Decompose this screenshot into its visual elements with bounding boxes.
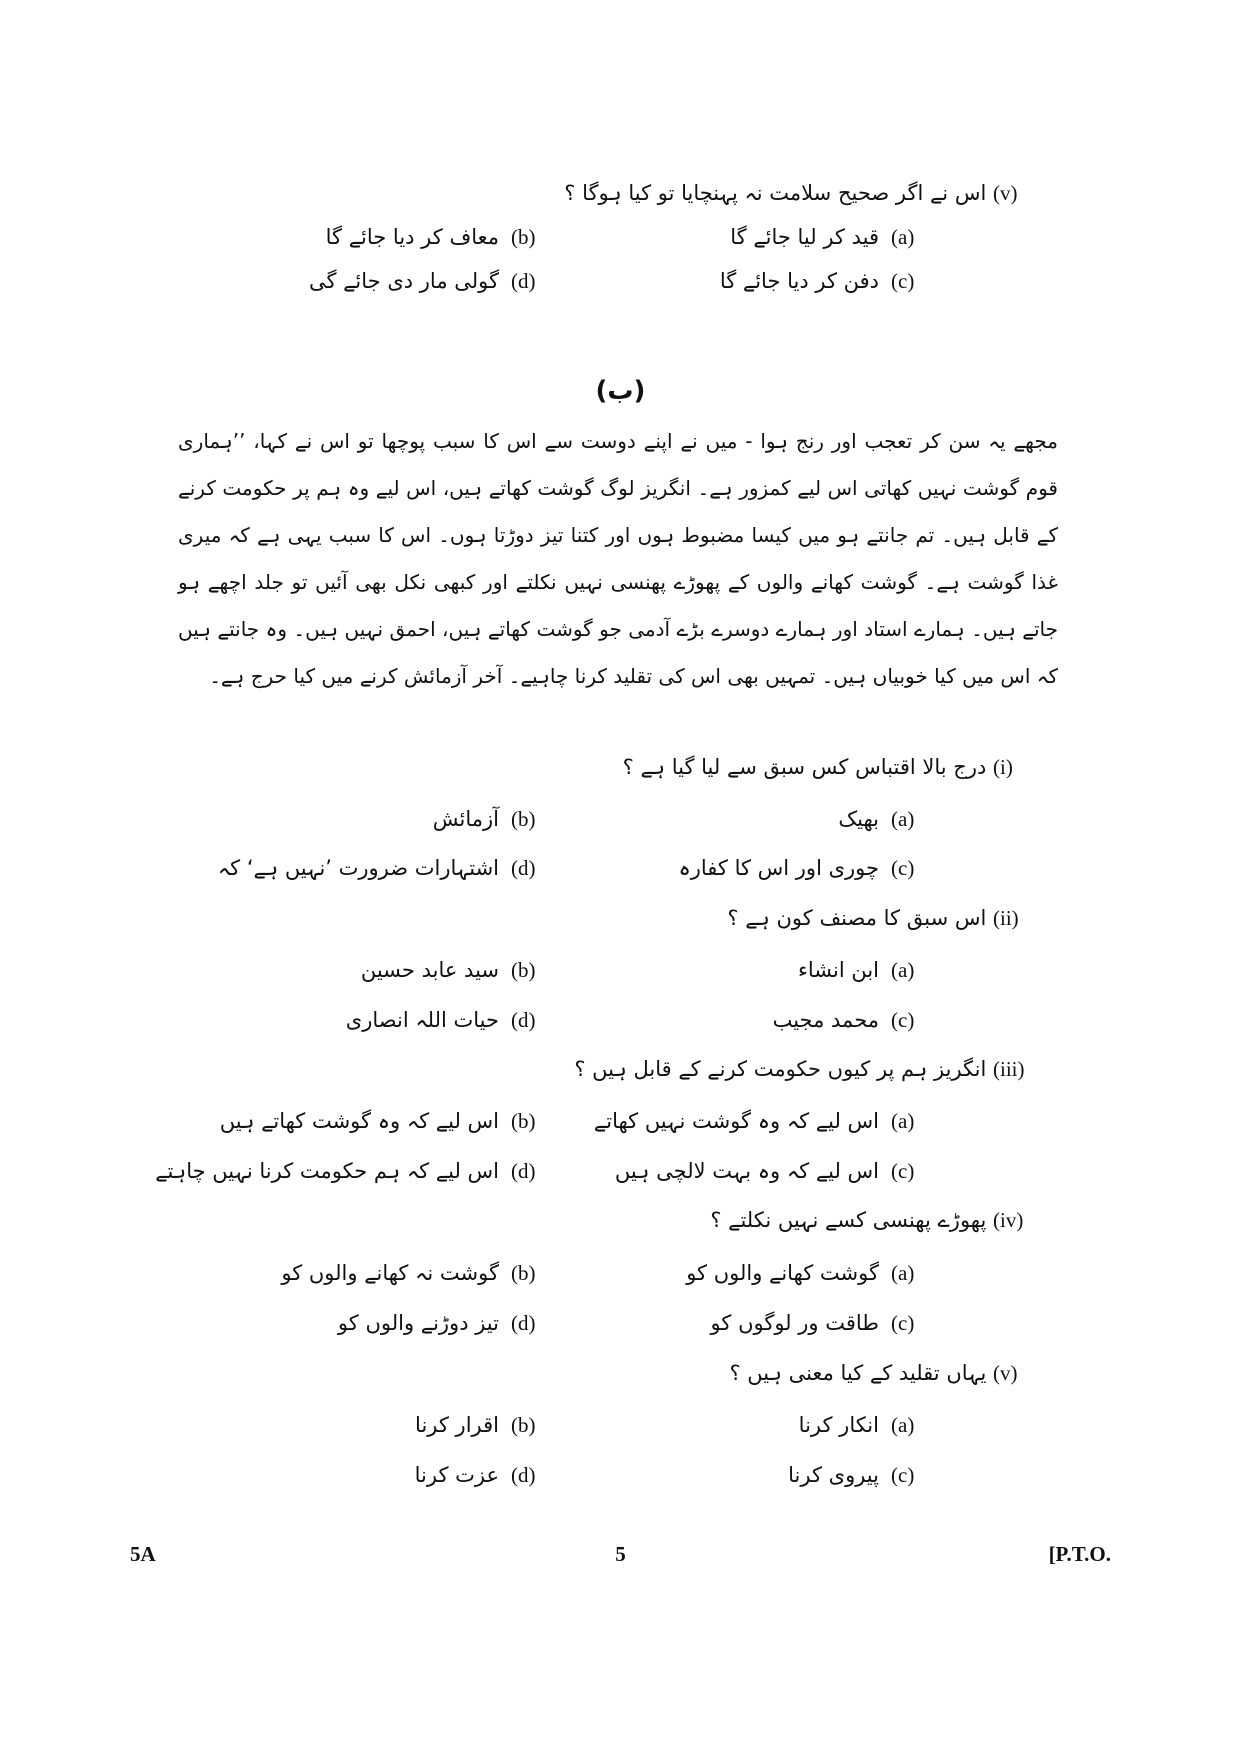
option-label: (d): [511, 1159, 536, 1183]
question-text: درج بالا اقتباس کس سبق سے لیا گیا ہے ؟: [622, 755, 987, 779]
option-text: قید کر لیا جائے گا: [730, 225, 879, 249]
option-text: گوشت نہ کھانے والوں کو: [281, 1261, 499, 1285]
option-text: اشتہارات ضرورت ’نہیں ہے‘ کہ: [217, 856, 499, 880]
q5-option-d: [415, 1460, 561, 1490]
option-text: گوشت کھانے والوں کو: [686, 1261, 879, 1285]
option-label: (b): [511, 1109, 536, 1133]
option-text: پیروی کرنا: [788, 1463, 879, 1487]
option-label: (c): [891, 856, 915, 880]
option-label: (c): [891, 1463, 915, 1487]
question-number: (iii): [993, 1057, 1025, 1081]
option-text: آزمائش: [432, 807, 499, 831]
question-i: [623, 752, 1045, 782]
q4-option-d: [338, 1308, 561, 1338]
option-label: (b): [511, 225, 536, 249]
q1-option-c: [678, 853, 941, 883]
option-label: (c): [891, 1159, 915, 1183]
q3-option-b: [220, 1106, 561, 1136]
question-text: اس نے اگر صحیح سلامت نہ پہنچایا تو کیا ہوگا ؟: [564, 181, 987, 205]
option-text: اس لیے کہ وہ گوشت کھاتے ہیں: [219, 1109, 499, 1133]
option-text: اس لیے کہ وہ بہت لالچی ہیں: [614, 1159, 879, 1183]
footer-pto: [P.T.O.: [1048, 1542, 1111, 1566]
question-number: (v): [993, 1361, 1018, 1385]
option-text: اس لیے کہ ہم حکومت کرنا نہیں چاہتے: [155, 1159, 499, 1183]
option-label: (a): [891, 225, 915, 249]
footer-code: 5A: [130, 1542, 156, 1566]
question-ii: [727, 903, 1045, 933]
option-text: طاقت ور لوگوں کو: [710, 1311, 879, 1335]
page-number: 5: [615, 1542, 626, 1566]
option-text: ابن انشاء: [797, 958, 879, 982]
option-text: چوری اور اس کا کفارہ: [678, 856, 879, 880]
option-text: تیز دوڑنے والوں کو: [337, 1311, 499, 1335]
option-label: (d): [511, 856, 536, 880]
option-label: (a): [891, 807, 915, 831]
q2-option-b: [361, 955, 561, 985]
q1-option-a: [838, 804, 941, 834]
q2-option-d: [346, 1005, 561, 1035]
option-text: سید عابد حسین: [360, 958, 499, 982]
q1-option-d: [218, 853, 561, 883]
option-label: (a): [891, 1261, 915, 1285]
q5-option-c: [788, 1460, 941, 1490]
question-iv: [710, 1205, 1045, 1235]
top-option-b: [326, 222, 561, 252]
question-number: (v): [993, 181, 1018, 205]
question-top-v: [564, 178, 1045, 208]
option-text: انکار کرنا: [798, 1413, 879, 1437]
option-text: معاف کر دیا جائے گا: [325, 225, 499, 249]
option-label: (d): [511, 269, 536, 293]
q5-option-b: [415, 1410, 561, 1440]
q4-option-b: [281, 1258, 561, 1288]
question-iii: [574, 1054, 1045, 1084]
option-text: گولی مار دی جائے گی: [308, 269, 499, 293]
option-label: (a): [891, 1413, 915, 1437]
top-option-d: [309, 266, 561, 296]
passage: مجھے یہ سن کر تعجب اور رنج ہوا - میں نے اپنے دوست سے اس کا سبب پوچھا تو اس نے کہا، ’’ہماری قوم گوشت نہیں کھاتی اس لیے کمزور ہے۔ انگریز لوگ گوشت کھاتے ہیں، اس لیے وہ ہم پر حکومت کرنے کے قابل ہیں۔ تم جانتے ہو میں کیسا مضبوط ہوں اور کتنا تیز دوڑتا ہوں۔ اس کا سبب یہی ہے کہ میری غذا گوشت ہے۔ گوشت کھانے والوں کے پھوڑے پھنسی نہیں نکلتے اور کبھی نکل بھی آئیں تو جلد اچھے ہو جاتے ہیں۔ ہمارے استاد اور ہمارے دوسرے بڑے آدمی جو گوشت کھاتے ہیں، احمق نہیں ہیں۔ وہ جانتے ہیں کہ اس میں کیا خوبیاں ہیں۔ تمہیں بھی اس کی تقلید کرنا چاہیے۔ آخر آزمائش کرنے میں کیا حرج ہے۔: [178, 429, 1058, 688]
option-label: (b): [511, 1413, 536, 1437]
top-option-c: [720, 266, 941, 296]
q3-option-c: [615, 1156, 941, 1186]
option-text: اقرار کرنا: [415, 1413, 499, 1437]
option-label: (d): [511, 1311, 536, 1335]
question-number: (iv): [993, 1208, 1024, 1232]
option-label: (d): [511, 1008, 536, 1032]
option-text: عزت کرنا: [414, 1463, 499, 1487]
q3-option-d: [155, 1156, 561, 1186]
question-v: [729, 1358, 1045, 1388]
q5-option-a: [799, 1410, 941, 1440]
option-label: (b): [511, 1261, 536, 1285]
option-label: (a): [891, 1109, 915, 1133]
section-heading: (ب): [595, 376, 646, 406]
q4-option-a: [686, 1258, 941, 1288]
q2-option-a: [798, 955, 941, 985]
option-label: (b): [511, 958, 536, 982]
option-text: اس لیے کہ وہ گوشت نہیں کھاتے: [593, 1109, 879, 1133]
option-text: دفن کر دیا جائے گا: [719, 269, 879, 293]
option-label: (c): [891, 1008, 915, 1032]
q3-option-a: [594, 1106, 941, 1136]
q4-option-c: [711, 1308, 941, 1338]
option-label: (c): [891, 1311, 915, 1335]
option-label: (c): [891, 269, 915, 293]
option-text: حیات اللہ انصاری: [345, 1008, 499, 1032]
question-text: اس سبق کا مصنف کون ہے ؟: [727, 906, 987, 930]
option-text: بھیک: [838, 807, 879, 831]
question-number: (ii): [993, 906, 1019, 930]
question-number: (i): [993, 755, 1013, 779]
option-label: (d): [511, 1463, 536, 1487]
question-text: یہاں تقلید کے کیا معنی ہیں ؟: [729, 1361, 987, 1385]
option-label: (b): [511, 807, 536, 831]
top-option-a: [730, 222, 941, 252]
option-label: (a): [891, 958, 915, 982]
question-text: پھوڑے پھنسی کسے نہیں نکلتے ؟: [710, 1208, 987, 1232]
q2-option-c: [773, 1005, 941, 1035]
question-text: انگریز ہم پر کیوں حکومت کرنے کے قابل ہیں ؟: [574, 1057, 987, 1081]
option-text: محمد مجیب: [772, 1008, 879, 1032]
q1-option-b: [433, 804, 561, 834]
